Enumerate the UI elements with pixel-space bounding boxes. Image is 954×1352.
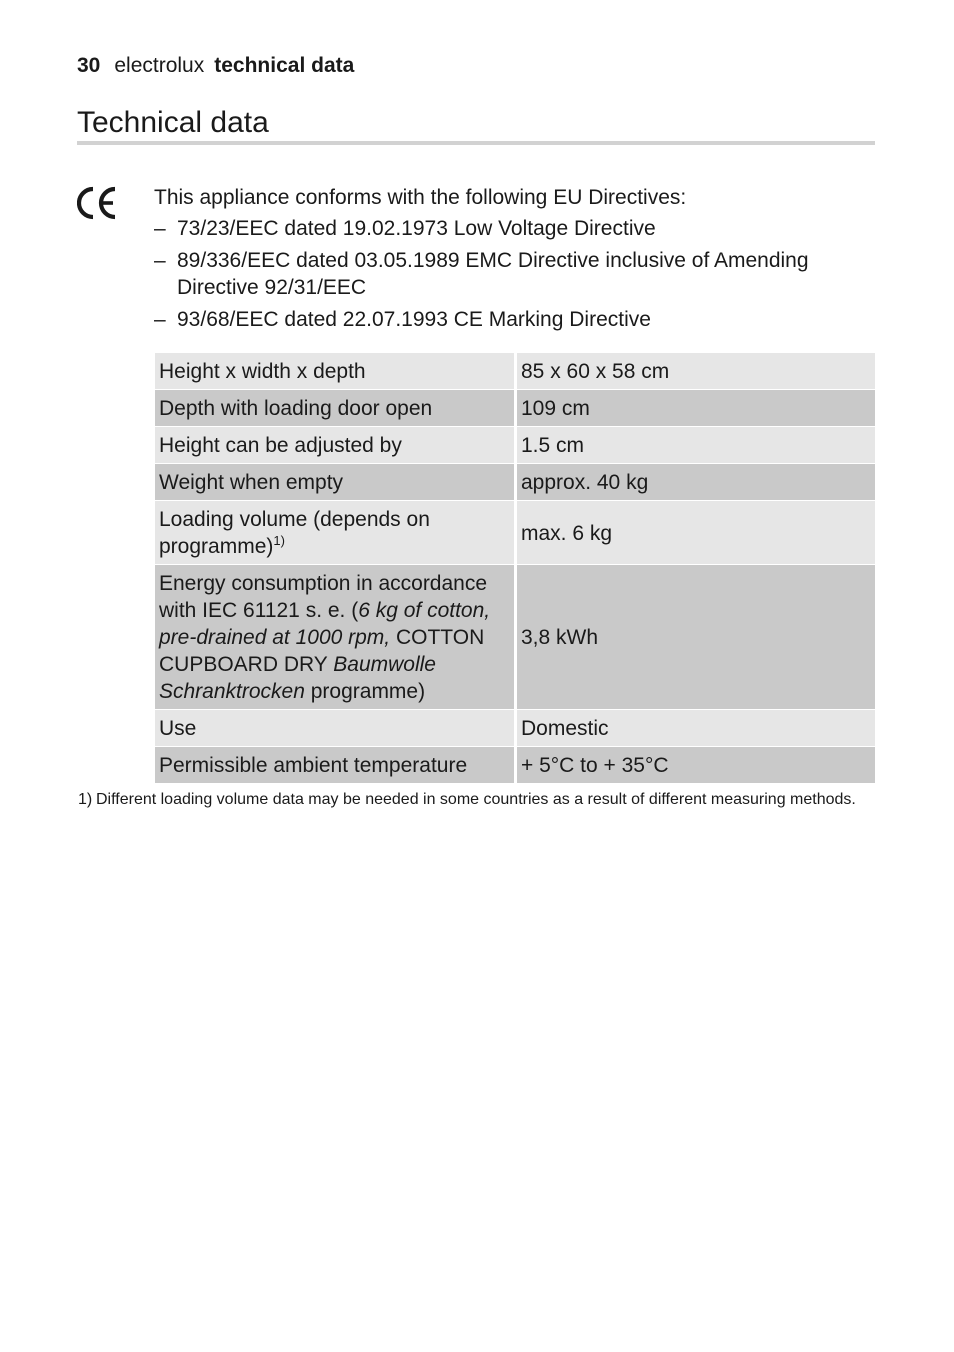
- table-row: [155, 501, 875, 565]
- directive-item: – 93/68/EEC dated 22.07.1993 CE Marking Directive: [154, 306, 876, 333]
- spec-value: + 5°C to + 35°C: [516, 747, 876, 784]
- directives-intro: This appliance conforms with the following EU Directives:: [154, 186, 687, 209]
- table-row: [155, 464, 875, 501]
- spec-label-text: Energy consumption in accordance with IEC 61121 s. e. (: [159, 572, 488, 622]
- footnote: [78, 789, 878, 811]
- footnote-text: Different loading volume data may be needed in some countries as a result of different measuring methods.: [96, 791, 856, 808]
- ce-mark-icon: [77, 186, 119, 225]
- spec-label-text: programme): [304, 680, 426, 703]
- spec-label-italic: 6 kg of cotton, pre-drained at 1000 rpm,: [159, 599, 491, 649]
- directives-list: [154, 215, 876, 333]
- table-row: [155, 565, 875, 710]
- spec-label-text: Loading volume (depends on programme): [159, 508, 430, 558]
- section-name: technical data: [214, 54, 355, 77]
- footnote-reference: 1): [273, 533, 285, 548]
- page-number: 30: [77, 54, 101, 77]
- table-row: [155, 390, 875, 427]
- spec-label: Weight when empty: [155, 464, 516, 501]
- spec-value: 3,8 kWh: [516, 565, 876, 710]
- spec-label: Use: [155, 710, 516, 747]
- spec-value: 109 cm: [516, 390, 876, 427]
- brand-name: electrolux: [114, 54, 205, 77]
- spec-value: max. 6 kg: [516, 501, 876, 565]
- table-row: [155, 427, 875, 464]
- spec-label: [155, 565, 516, 710]
- table-row: [155, 710, 875, 747]
- title-divider: [77, 141, 875, 145]
- page-header: [77, 52, 354, 80]
- spec-label: Height x width x depth: [155, 353, 516, 390]
- table-row: [155, 353, 875, 390]
- technical-data-table: [155, 353, 875, 784]
- spec-value: 1.5 cm: [516, 427, 876, 464]
- spec-value: approx. 40 kg: [516, 464, 876, 501]
- spec-label-text: COTTON CUPBOARD DRY: [159, 626, 485, 676]
- spec-label: Depth with loading door open: [155, 390, 516, 427]
- spec-label: Height can be adjusted by: [155, 427, 516, 464]
- spec-value: 85 x 60 x 58 cm: [516, 353, 876, 390]
- spec-label: Permissible ambient temperature: [155, 747, 516, 784]
- footnote-mark: 1): [78, 791, 93, 808]
- spec-label-italic: Baumwolle Schranktrocken: [159, 653, 436, 703]
- directive-item: – 89/336/EEC dated 03.05.1989 EMC Directive inclusive of Amending Directive 92/31/EEC: [154, 247, 876, 301]
- spec-label: [155, 501, 516, 565]
- spec-value: Domestic: [516, 710, 876, 747]
- directives-section: [154, 184, 876, 338]
- directive-item: – 73/23/EEC dated 19.02.1973 Low Voltage Directive: [154, 215, 876, 242]
- page-title: Technical data: [77, 106, 269, 139]
- table-row: [155, 747, 875, 784]
